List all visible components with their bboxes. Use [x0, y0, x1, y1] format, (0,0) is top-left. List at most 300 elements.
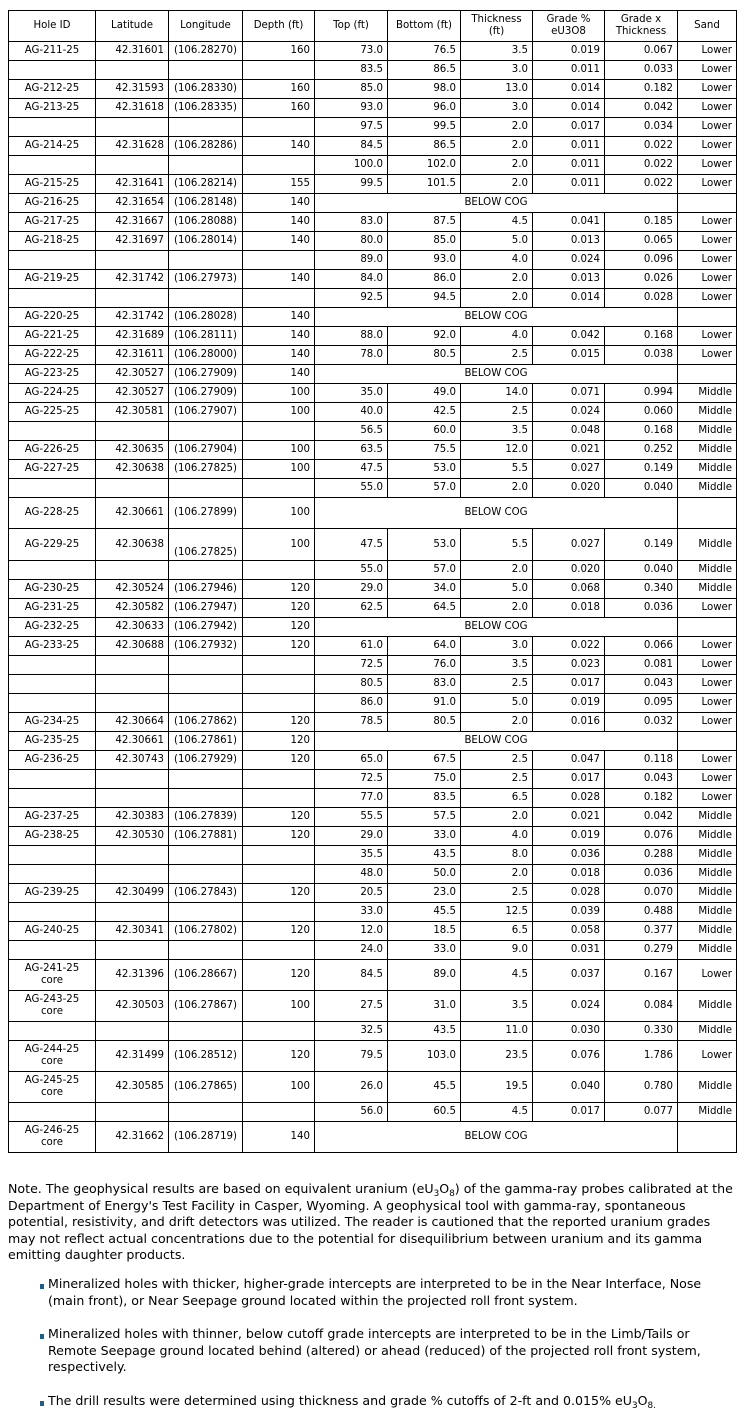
table-row: [9, 156, 737, 175]
cell-longitude: [169, 422, 243, 441]
cell-grade: 0.028: [533, 789, 605, 808]
cell-longitude: [169, 903, 243, 922]
cell-top: 72.5: [315, 656, 388, 675]
cell-top: 63.5: [315, 441, 388, 460]
cell-bottom: 87.5: [388, 213, 461, 232]
cell-latitude: 42.30503: [96, 991, 169, 1022]
cell-depth: 140: [243, 346, 315, 365]
cell-grade-x-thickness: 0.330: [605, 1022, 678, 1041]
cell-depth: 120: [243, 827, 315, 846]
cell-depth: 120: [243, 808, 315, 827]
cell-bottom: 60.5: [388, 1103, 461, 1122]
cell-thickness: 2.0: [461, 137, 533, 156]
cell-longitude: (106.28111): [169, 327, 243, 346]
cell-grade: 0.018: [533, 865, 605, 884]
cell-below-cog-note: BELOW COG: [315, 194, 678, 213]
cell-grade: 0.011: [533, 175, 605, 194]
cell-thickness: 2.0: [461, 118, 533, 137]
cell-latitude: 42.31628: [96, 137, 169, 156]
cell-thickness: 3.0: [461, 99, 533, 118]
cell-bottom: 75.5: [388, 441, 461, 460]
cell-longitude: (106.27947): [169, 599, 243, 618]
cell-depth: 120: [243, 732, 315, 751]
cell-longitude: (106.28335): [169, 99, 243, 118]
cell-depth: [243, 61, 315, 80]
cell-grade-x-thickness: 0.060: [605, 403, 678, 422]
cell-thickness: 2.5: [461, 675, 533, 694]
cell-latitude: [96, 1022, 169, 1041]
cell-longitude: (106.27909): [169, 384, 243, 403]
cell-sand: Middle: [678, 827, 737, 846]
cell-grade-x-thickness: 0.096: [605, 251, 678, 270]
square-bullet-icon: [40, 1401, 44, 1406]
cell-latitude: 42.31742: [96, 308, 169, 327]
table-row: [9, 308, 737, 327]
cell-grade-x-thickness: 0.040: [605, 479, 678, 498]
cell-longitude: (106.27881): [169, 827, 243, 846]
cell-hole-id: AG-238-25: [9, 827, 96, 846]
cell-sand: Lower: [678, 960, 737, 991]
cell-below-cog-note: BELOW COG: [315, 1122, 678, 1153]
bullet-text: Mineralized holes with thinner, below cutoff grade intercepts are interpreted to be in the Limb/Tails or Remote Seepage ground located behind (altered) or ahead (reduced) of the projected roll front system, respectively.: [48, 1326, 701, 1374]
cell-latitude: 42.31654: [96, 194, 169, 213]
table-row: [9, 1072, 737, 1103]
cell-bottom: 85.0: [388, 232, 461, 251]
bullet-sub-2: 8.: [647, 1400, 656, 1411]
cell-depth: 140: [243, 213, 315, 232]
cell-top: 32.5: [315, 1022, 388, 1041]
cell-bottom: 92.0: [388, 327, 461, 346]
cell-latitude: 42.30688: [96, 637, 169, 656]
cell-top: 24.0: [315, 941, 388, 960]
table-row: [9, 580, 737, 599]
cell-grade: 0.011: [533, 156, 605, 175]
cell-latitude: 42.31667: [96, 213, 169, 232]
cell-bottom: 33.0: [388, 941, 461, 960]
cell-sand: Lower: [678, 251, 737, 270]
cell-grade: 0.022: [533, 637, 605, 656]
table-row: [9, 403, 737, 422]
cell-top: 72.5: [315, 770, 388, 789]
cell-thickness: 2.0: [461, 289, 533, 308]
cell-top: 61.0: [315, 637, 388, 656]
cell-top: 85.0: [315, 80, 388, 99]
cell-bottom: 45.5: [388, 1072, 461, 1103]
cell-sand: Lower: [678, 289, 737, 308]
cell-sand: [678, 194, 737, 213]
cell-longitude: (106.27867): [169, 991, 243, 1022]
cell-depth: 140: [243, 137, 315, 156]
cell-longitude: (106.28667): [169, 960, 243, 991]
cell-hole-id: [9, 561, 96, 580]
cell-top: 65.0: [315, 751, 388, 770]
drill-results-table: [8, 10, 737, 1153]
header-top: Top (ft): [315, 11, 388, 42]
cell-top: 35.0: [315, 384, 388, 403]
table-row: [9, 1022, 737, 1041]
cell-grade-x-thickness: 0.042: [605, 99, 678, 118]
table-row: [9, 675, 737, 694]
cell-latitude: 42.30582: [96, 599, 169, 618]
table-row: [9, 884, 737, 903]
cell-sand: Lower: [678, 80, 737, 99]
table-row: [9, 637, 737, 656]
cell-latitude: 42.30527: [96, 384, 169, 403]
cell-latitude: [96, 656, 169, 675]
bullet-text-2: O: [637, 1392, 648, 1408]
cell-hole-id: AG-239-25: [9, 884, 96, 903]
cell-top: 89.0: [315, 251, 388, 270]
cell-grade: 0.031: [533, 941, 605, 960]
cell-bottom: 99.5: [388, 118, 461, 137]
cell-hole-id: AG-227-25: [9, 460, 96, 479]
cell-top: 80.5: [315, 675, 388, 694]
cell-grade: 0.071: [533, 384, 605, 403]
table-row: [9, 99, 737, 118]
cell-grade: 0.041: [533, 213, 605, 232]
table-row: [9, 713, 737, 732]
table-row: [9, 137, 737, 156]
cell-longitude: (106.27973): [169, 270, 243, 289]
cell-depth: 100: [243, 460, 315, 479]
cell-grade: 0.024: [533, 403, 605, 422]
cell-top: 55.0: [315, 561, 388, 580]
header-latitude: Latitude: [96, 11, 169, 42]
cell-grade: 0.021: [533, 441, 605, 460]
table-row: [9, 61, 737, 80]
cell-thickness: 2.0: [461, 599, 533, 618]
cell-thickness: 2.0: [461, 865, 533, 884]
cell-grade-x-thickness: 0.043: [605, 675, 678, 694]
cell-thickness: 12.5: [461, 903, 533, 922]
table-row: [9, 422, 737, 441]
cell-bottom: 103.0: [388, 1041, 461, 1072]
cell-hole-id: [9, 156, 96, 175]
cell-top: 80.0: [315, 232, 388, 251]
cell-longitude: (106.28330): [169, 80, 243, 99]
cell-grade-x-thickness: 0.377: [605, 922, 678, 941]
cell-bottom: 43.5: [388, 846, 461, 865]
cell-longitude: [169, 865, 243, 884]
cell-latitude: 42.30499: [96, 884, 169, 903]
cell-sand: Middle: [678, 884, 737, 903]
cell-thickness: 13.0: [461, 80, 533, 99]
cell-hole-id: AG-243-25 core: [9, 991, 96, 1022]
cell-longitude: (106.28214): [169, 175, 243, 194]
cell-thickness: 23.5: [461, 1041, 533, 1072]
cell-thickness: 14.0: [461, 384, 533, 403]
cell-sand: Lower: [678, 675, 737, 694]
cell-longitude: (106.28014): [169, 232, 243, 251]
cell-longitude: (106.27907): [169, 403, 243, 422]
cell-bottom: 57.0: [388, 561, 461, 580]
cell-depth: 100: [243, 498, 315, 529]
cell-thickness: 3.5: [461, 991, 533, 1022]
cell-hole-id: AG-215-25: [9, 175, 96, 194]
cell-grade-x-thickness: 0.118: [605, 751, 678, 770]
cell-longitude: (106.27929): [169, 751, 243, 770]
cell-thickness: 2.0: [461, 270, 533, 289]
cell-latitude: 42.30743: [96, 751, 169, 770]
bullet-item: [40, 1393, 740, 1410]
cell-depth: 120: [243, 960, 315, 991]
cell-sand: Middle: [678, 808, 737, 827]
cell-latitude: 42.30527: [96, 365, 169, 384]
cell-top: 35.5: [315, 846, 388, 865]
cell-top: 100.0: [315, 156, 388, 175]
cell-bottom: 102.0: [388, 156, 461, 175]
cell-sand: Middle: [678, 922, 737, 941]
cell-depth: 120: [243, 599, 315, 618]
cell-thickness: 9.0: [461, 941, 533, 960]
cell-latitude: 42.31601: [96, 42, 169, 61]
cell-sand: Lower: [678, 327, 737, 346]
table-row: [9, 770, 737, 789]
table-row: [9, 808, 737, 827]
table-row: [9, 232, 737, 251]
cell-sand: Middle: [678, 384, 737, 403]
cell-thickness: 2.0: [461, 156, 533, 175]
table-row: [9, 213, 737, 232]
cell-hole-id: AG-220-25: [9, 308, 96, 327]
cell-thickness: 6.5: [461, 789, 533, 808]
cell-longitude: (106.28088): [169, 213, 243, 232]
cell-sand: Middle: [678, 1103, 737, 1122]
cell-depth: 140: [243, 308, 315, 327]
cell-sand: Lower: [678, 770, 737, 789]
cell-depth: [243, 479, 315, 498]
cell-depth: 100: [243, 403, 315, 422]
cell-sand: Middle: [678, 561, 737, 580]
cell-longitude: (106.28512): [169, 1041, 243, 1072]
table-row: [9, 751, 737, 770]
cell-depth: [243, 694, 315, 713]
cell-grade-x-thickness: 0.043: [605, 770, 678, 789]
table-row: [9, 991, 737, 1022]
cell-hole-id: [9, 61, 96, 80]
cell-depth: [243, 770, 315, 789]
cell-longitude: (106.28270): [169, 42, 243, 61]
cell-longitude: (106.27862): [169, 713, 243, 732]
cell-thickness: 2.0: [461, 479, 533, 498]
cell-sand: Lower: [678, 118, 737, 137]
cell-grade-x-thickness: 0.036: [605, 599, 678, 618]
cell-depth: [243, 846, 315, 865]
table-row: [9, 460, 737, 479]
cell-longitude: [169, 561, 243, 580]
cell-hole-id: AG-231-25: [9, 599, 96, 618]
cell-bottom: 43.5: [388, 1022, 461, 1041]
cell-latitude: 42.31662: [96, 1122, 169, 1153]
cell-latitude: [96, 289, 169, 308]
cell-latitude: [96, 251, 169, 270]
header-hole-id: Hole ID: [9, 11, 96, 42]
cell-grade: 0.039: [533, 903, 605, 922]
cell-top: 83.0: [315, 213, 388, 232]
cell-bottom: 89.0: [388, 960, 461, 991]
cell-depth: 120: [243, 637, 315, 656]
table-row: [9, 175, 737, 194]
cell-hole-id: AG-226-25: [9, 441, 96, 460]
cell-grade: 0.016: [533, 713, 605, 732]
cell-depth: [243, 118, 315, 137]
cell-bottom: 53.0: [388, 460, 461, 479]
cell-grade: 0.019: [533, 694, 605, 713]
cell-hole-id: AG-245-25 core: [9, 1072, 96, 1103]
cell-sand: Middle: [678, 403, 737, 422]
cell-latitude: 42.30341: [96, 922, 169, 941]
cell-sand: Lower: [678, 61, 737, 80]
cell-depth: [243, 1103, 315, 1122]
cell-grade-x-thickness: 0.252: [605, 441, 678, 460]
table-row: [9, 194, 737, 213]
cell-depth: 100: [243, 441, 315, 460]
cell-hole-id: [9, 941, 96, 960]
note-text-3: ) of the gamma-ray probes calibrated at the Department of Energy's Test Facility in Casper, Wyoming. A geophysical tool with gamma-ray, spontaneous potential, resistivity, and drift detectors was utilized. The reader is cautioned that the reported uranium grades may not reflect actual concentrations due to the potential for disequilibrium between uranium and its gamma emitting daughter products.: [8, 1181, 733, 1262]
note-paragraph: [8, 1181, 736, 1264]
cell-grade-x-thickness: 0.070: [605, 884, 678, 903]
cell-hole-id: AG-223-25: [9, 365, 96, 384]
cell-longitude: (106.27825): [169, 460, 243, 479]
cell-grade-x-thickness: 0.095: [605, 694, 678, 713]
cell-grade-x-thickness: 0.032: [605, 713, 678, 732]
cell-grade-x-thickness: 0.168: [605, 327, 678, 346]
cell-sand: Middle: [678, 529, 737, 561]
cell-latitude: 42.30638: [96, 529, 169, 561]
cell-depth: 140: [243, 1122, 315, 1153]
cell-sand: Middle: [678, 846, 737, 865]
cell-latitude: [96, 561, 169, 580]
cell-longitude: [169, 770, 243, 789]
cell-grade: 0.036: [533, 846, 605, 865]
cell-hole-id: [9, 479, 96, 498]
cell-bottom: 57.5: [388, 808, 461, 827]
cell-longitude: [169, 1022, 243, 1041]
cell-thickness: 5.0: [461, 232, 533, 251]
cell-hole-id: AG-234-25: [9, 713, 96, 732]
cell-top: 47.5: [315, 529, 388, 561]
cell-grade: 0.018: [533, 599, 605, 618]
cell-longitude: [169, 61, 243, 80]
square-bullet-icon: [40, 1334, 44, 1339]
cell-thickness: 5.0: [461, 580, 533, 599]
cell-depth: 120: [243, 884, 315, 903]
cell-sand: Lower: [678, 346, 737, 365]
cell-depth: [243, 251, 315, 270]
cell-top: 83.5: [315, 61, 388, 80]
cell-grade-x-thickness: 0.065: [605, 232, 678, 251]
cell-grade: 0.017: [533, 770, 605, 789]
cell-sand: [678, 732, 737, 751]
table-row: [9, 80, 737, 99]
cell-hole-id: [9, 289, 96, 308]
cell-latitude: 42.31742: [96, 270, 169, 289]
cell-latitude: [96, 118, 169, 137]
bullet-item: [40, 1276, 740, 1309]
cell-grade: 0.011: [533, 61, 605, 80]
cell-grade-x-thickness: 0.182: [605, 80, 678, 99]
cell-grade: 0.020: [533, 479, 605, 498]
cell-longitude: (106.27899): [169, 498, 243, 529]
cell-bottom: 101.5: [388, 175, 461, 194]
cell-sand: Lower: [678, 637, 737, 656]
cell-longitude: (106.28000): [169, 346, 243, 365]
cell-top: 56.0: [315, 1103, 388, 1122]
cell-depth: [243, 156, 315, 175]
cell-hole-id: [9, 770, 96, 789]
cell-thickness: 2.0: [461, 808, 533, 827]
cell-grade-x-thickness: 0.022: [605, 156, 678, 175]
table-row: [9, 384, 737, 403]
cell-bottom: 31.0: [388, 991, 461, 1022]
cell-bottom: 96.0: [388, 99, 461, 118]
cell-grade-x-thickness: 0.040: [605, 561, 678, 580]
cell-sand: Lower: [678, 694, 737, 713]
cell-grade-x-thickness: 0.488: [605, 903, 678, 922]
table-row: [9, 42, 737, 61]
cell-depth: [243, 561, 315, 580]
cell-latitude: 42.31396: [96, 960, 169, 991]
cell-thickness: 4.5: [461, 213, 533, 232]
cell-longitude: (106.27942): [169, 618, 243, 637]
cell-grade: 0.015: [533, 346, 605, 365]
cell-latitude: [96, 770, 169, 789]
cell-thickness: 2.0: [461, 175, 533, 194]
cell-grade-x-thickness: 1.786: [605, 1041, 678, 1072]
cell-bottom: 34.0: [388, 580, 461, 599]
cell-depth: [243, 903, 315, 922]
cell-hole-id: [9, 656, 96, 675]
cell-latitude: 42.30581: [96, 403, 169, 422]
cell-below-cog-note: BELOW COG: [315, 732, 678, 751]
cell-top: 88.0: [315, 327, 388, 346]
cell-grade-x-thickness: 0.168: [605, 422, 678, 441]
cell-below-cog-note: BELOW COG: [315, 618, 678, 637]
table-body: [9, 42, 737, 1153]
cell-hole-id: AG-224-25: [9, 384, 96, 403]
cell-hole-id: AG-219-25: [9, 270, 96, 289]
cell-latitude: 42.31499: [96, 1041, 169, 1072]
cell-bottom: 23.0: [388, 884, 461, 903]
table-row: [9, 270, 737, 289]
cell-top: 29.0: [315, 580, 388, 599]
cell-grade: 0.042: [533, 327, 605, 346]
cell-latitude: 42.31697: [96, 232, 169, 251]
cell-hole-id: [9, 694, 96, 713]
cell-sand: Lower: [678, 789, 737, 808]
cell-top: 78.5: [315, 713, 388, 732]
cell-sand: [678, 365, 737, 384]
cell-thickness: 2.5: [461, 770, 533, 789]
cell-latitude: [96, 941, 169, 960]
cell-latitude: [96, 422, 169, 441]
cell-bottom: 83.5: [388, 789, 461, 808]
cell-sand: Lower: [678, 232, 737, 251]
table-header-row: [9, 11, 737, 42]
cell-grade: 0.037: [533, 960, 605, 991]
cell-hole-id: AG-241-25 core: [9, 960, 96, 991]
cell-thickness: 2.0: [461, 713, 533, 732]
cell-depth: 120: [243, 922, 315, 941]
cell-sand: Lower: [678, 713, 737, 732]
cell-hole-id: [9, 865, 96, 884]
table-row: [9, 365, 737, 384]
cell-grade: 0.017: [533, 675, 605, 694]
cell-grade-x-thickness: 0.042: [605, 808, 678, 827]
table-row: [9, 618, 737, 637]
cell-hole-id: [9, 251, 96, 270]
cell-hole-id: [9, 789, 96, 808]
